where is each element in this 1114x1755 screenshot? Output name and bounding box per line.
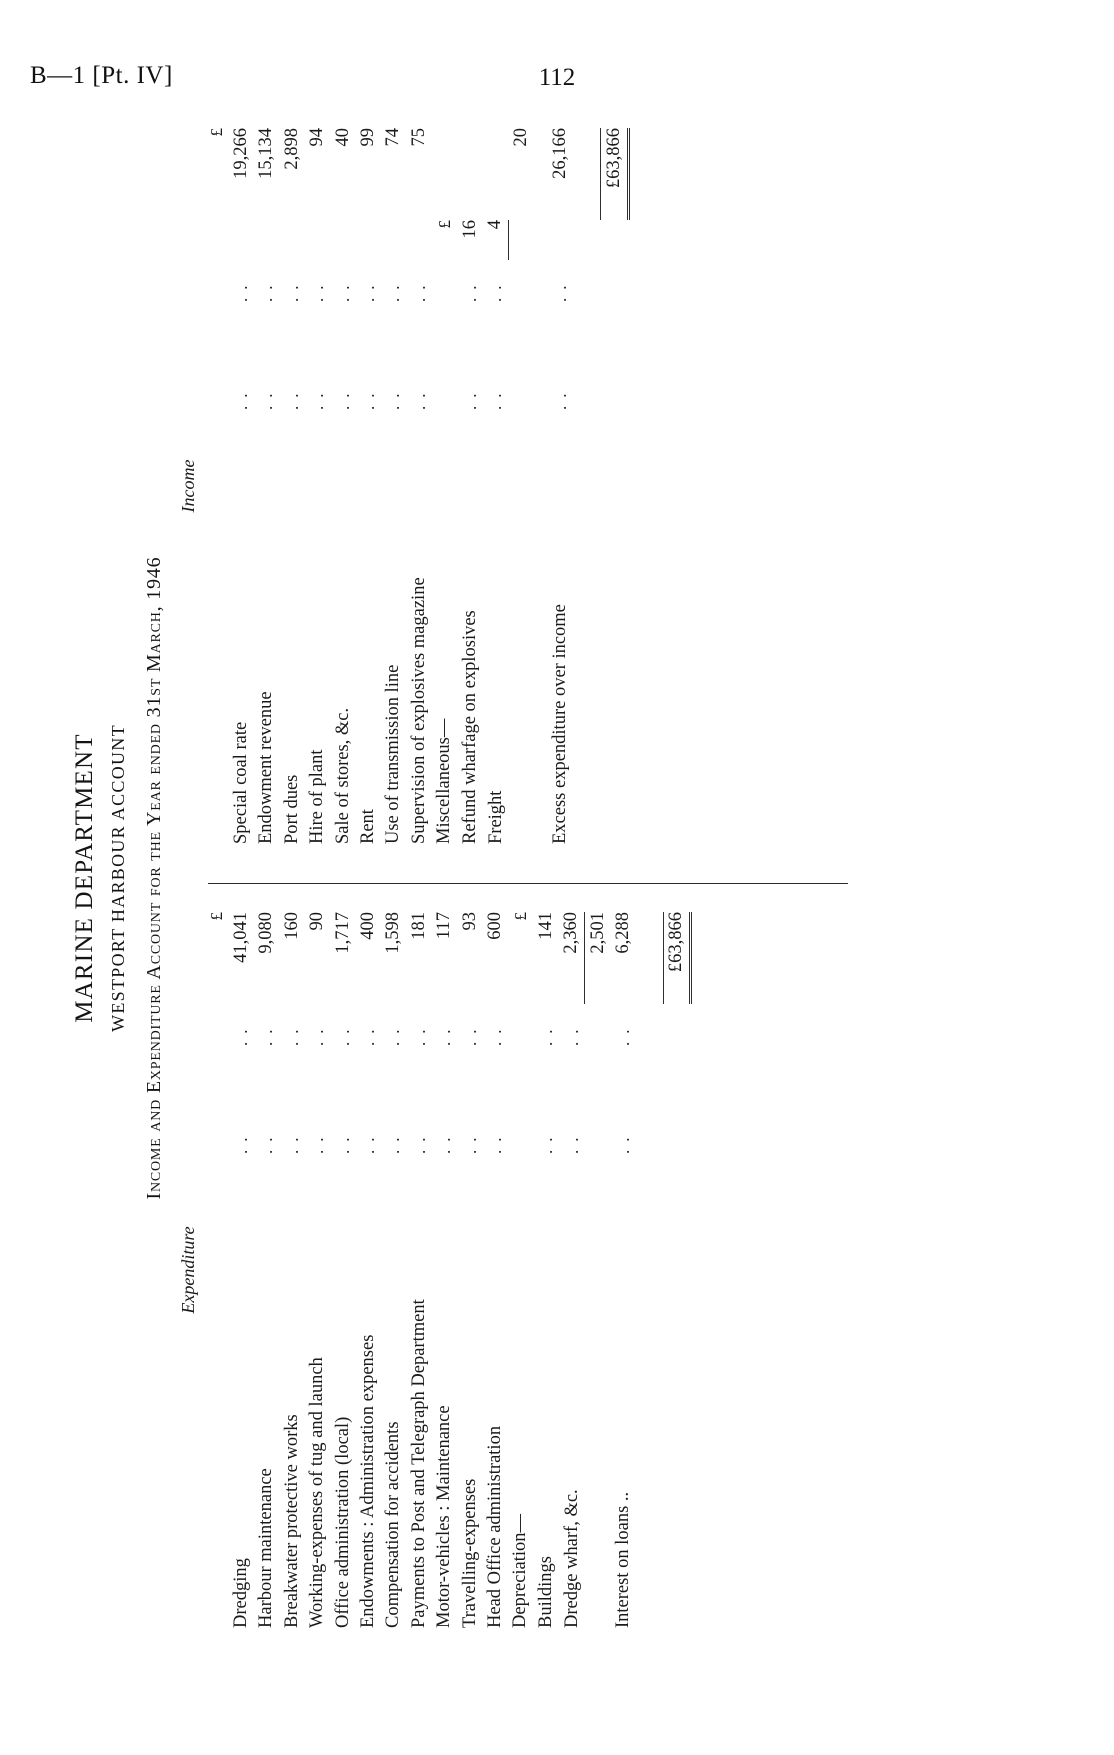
expenditure-value: 93 bbox=[459, 911, 480, 930]
leader-dots: .. bbox=[614, 1129, 633, 1154]
expenditure-heading: Expenditure bbox=[178, 1225, 198, 1314]
miscellaneous-shillings: 16 bbox=[459, 219, 480, 238]
leader-dots: .. bbox=[257, 1021, 277, 1046]
income-label: Use of transmission line bbox=[383, 664, 404, 844]
expenditure-label: Payments to Post and Telegraph Department bbox=[408, 1298, 429, 1628]
leader-dots: .. bbox=[562, 1129, 582, 1154]
income-column bbox=[178, 128, 630, 844]
spacer-row bbox=[573, 128, 601, 844]
page-number: 112 bbox=[538, 64, 576, 91]
income-label: Sale of stores, &c. bbox=[332, 707, 353, 844]
table-row bbox=[330, 912, 355, 1628]
table-row bbox=[457, 128, 482, 844]
expenditure-label: Harbour maintenance bbox=[256, 1467, 277, 1628]
expenditure-value: 41,041 bbox=[230, 911, 251, 963]
leader-dots: .. bbox=[536, 1021, 556, 1046]
leader-dots: .. bbox=[460, 1021, 480, 1046]
depreciation-value: 141 bbox=[535, 911, 556, 940]
expenditure-currency-row bbox=[205, 912, 228, 1628]
depreciation-heading-row bbox=[508, 912, 533, 1628]
leader-dots: .. bbox=[333, 1021, 353, 1046]
leader-dots: .. bbox=[308, 385, 328, 410]
leader-dots: .. bbox=[384, 385, 404, 410]
leader-dots: .. bbox=[308, 1021, 328, 1046]
table-row bbox=[254, 128, 279, 844]
expenditure-value: 1,598 bbox=[383, 911, 404, 954]
income-label: Supervision of explosives magazine bbox=[408, 576, 429, 844]
interest-label: Interest on loans .. bbox=[613, 1491, 634, 1628]
income-label: Port dues bbox=[281, 774, 302, 844]
table-row bbox=[457, 912, 482, 1628]
leader-dots: .. bbox=[485, 1129, 505, 1154]
income-currency-symbol: £ bbox=[206, 127, 226, 136]
leader-dots: .. bbox=[384, 1129, 404, 1154]
expenditure-value: 90 bbox=[307, 911, 328, 930]
table-row bbox=[406, 912, 431, 1628]
leader-dots: .. bbox=[358, 385, 378, 410]
leader-dots: .. bbox=[562, 1021, 582, 1046]
leader-dots: .. bbox=[409, 277, 429, 302]
leader-dots: .. bbox=[308, 277, 328, 302]
leader-dots: .. bbox=[231, 1021, 251, 1046]
interest-value: 6,288 bbox=[613, 911, 634, 954]
expenditure-value: 9,080 bbox=[256, 911, 277, 954]
leader-dots: .. bbox=[460, 277, 480, 302]
leader-dots: .. bbox=[231, 277, 251, 302]
income-total: £63,866 bbox=[601, 128, 628, 220]
leader-dots: .. bbox=[485, 1021, 505, 1046]
income-value: 2,898 bbox=[281, 127, 302, 170]
table-row bbox=[483, 128, 509, 844]
expenditure-total-row bbox=[663, 912, 690, 1628]
miscellaneous-subtotal: 20 bbox=[510, 127, 531, 146]
leader-dots: .. bbox=[409, 1129, 429, 1154]
leader-dots: .. bbox=[384, 277, 404, 302]
expenditure-label: Travelling-expenses bbox=[459, 1478, 480, 1628]
leader-dots: .. bbox=[257, 277, 277, 302]
leader-dots: .. bbox=[551, 277, 571, 302]
miscellaneous-subtotal-row bbox=[508, 128, 533, 844]
statement-title: Income and Expenditure Account for the Year ended 31st March, 1946 bbox=[143, 556, 165, 1199]
miscellaneous-label: Refund wharfage on explosives bbox=[459, 609, 480, 844]
expenditure-total: £63,866 bbox=[663, 912, 690, 1004]
table-row bbox=[548, 128, 573, 844]
leader-dots: .. bbox=[257, 385, 277, 410]
income-heading: Income bbox=[178, 459, 198, 512]
expenditure-value: 600 bbox=[485, 911, 505, 940]
table-row bbox=[355, 128, 380, 844]
income-value: 15,134 bbox=[256, 127, 277, 179]
miscellaneous-shillings: 4 bbox=[485, 219, 505, 229]
income-value: 94 bbox=[307, 127, 328, 146]
expenditure-currency-symbol: £ bbox=[206, 911, 226, 920]
leader-dots: .. bbox=[257, 1129, 277, 1154]
income-label: Hire of plant bbox=[307, 748, 328, 844]
income-value: 75 bbox=[408, 127, 429, 146]
leader-dots: .. bbox=[231, 1129, 251, 1154]
table-row bbox=[406, 128, 431, 844]
expenditure-value: 1,717 bbox=[332, 911, 353, 954]
leader-dots: .. bbox=[282, 1129, 302, 1154]
income-total-row bbox=[601, 128, 628, 844]
leader-dots: .. bbox=[536, 1129, 556, 1154]
table-row bbox=[228, 128, 253, 844]
spacer-row bbox=[636, 912, 664, 1628]
income-label: Special coal rate bbox=[230, 721, 251, 844]
leader-dots: .. bbox=[460, 1129, 480, 1154]
leader-dots: .. bbox=[358, 1129, 378, 1154]
table-row bbox=[611, 912, 636, 1628]
leader-dots: .. bbox=[358, 1021, 378, 1046]
depreciation-value: 2,360 bbox=[561, 911, 582, 954]
excess-value: 26,166 bbox=[550, 127, 571, 179]
expenditure-value: 181 bbox=[408, 911, 429, 940]
depreciation-heading: Depreciation— bbox=[510, 1513, 531, 1628]
expenditure-column bbox=[178, 912, 692, 1628]
expenditure-label: Office administration (local) bbox=[332, 1416, 353, 1628]
document-reference-text: B—1 [Pt. IV] bbox=[30, 62, 173, 89]
table-row bbox=[432, 912, 457, 1628]
miscellaneous-value bbox=[483, 128, 509, 220]
leader-dots: .. bbox=[282, 277, 302, 302]
leader-dots: .. bbox=[614, 1021, 633, 1046]
expenditure-label: Breakwater protective works bbox=[281, 1413, 302, 1628]
income-value: 19,266 bbox=[230, 127, 251, 179]
ledger-table bbox=[178, 128, 1008, 1628]
table-row bbox=[330, 128, 355, 844]
table-row bbox=[279, 128, 304, 844]
depreciation-label: Dredge wharf, &c. bbox=[561, 1488, 582, 1628]
income-value: 74 bbox=[383, 127, 404, 146]
department-title: MARINE DEPARTMENT bbox=[71, 732, 98, 1023]
table-row bbox=[279, 912, 304, 1628]
leader-dots: .. bbox=[551, 385, 571, 410]
leader-dots: .. bbox=[435, 1021, 455, 1046]
account-title: WESTPORT HARBOUR ACCOUNT bbox=[108, 723, 128, 1032]
table-row bbox=[305, 912, 330, 1628]
leader-dots: .. bbox=[333, 385, 353, 410]
depreciation-label: Buildings bbox=[535, 1555, 556, 1628]
leader-dots: .. bbox=[308, 1129, 328, 1154]
leader-dots: .. bbox=[435, 1129, 455, 1154]
depreciation-currency-symbol: £ bbox=[511, 911, 531, 920]
expenditure-value: 400 bbox=[357, 911, 378, 940]
leader-dots: .. bbox=[282, 385, 302, 410]
leader-dots: .. bbox=[460, 385, 480, 410]
miscellaneous-heading: Miscellaneous— bbox=[434, 718, 455, 844]
leader-dots: .. bbox=[486, 385, 506, 410]
table-row bbox=[254, 912, 279, 1628]
income-label: Endowment revenue bbox=[256, 690, 277, 844]
leader-dots: .. bbox=[384, 1021, 404, 1046]
income-value: 99 bbox=[357, 127, 378, 146]
income-label: Rent bbox=[357, 808, 378, 844]
expenditure-table bbox=[205, 912, 692, 1628]
leader-dots: .. bbox=[333, 1129, 353, 1154]
income-table bbox=[205, 128, 630, 844]
depreciation-subtotal-row bbox=[585, 912, 611, 1628]
expenditure-label: Head Office administration bbox=[485, 1425, 505, 1628]
leader-dots: .. bbox=[231, 385, 251, 410]
table-row bbox=[381, 128, 406, 844]
expenditure-label: Compensation for accidents bbox=[383, 1420, 404, 1628]
column-divider bbox=[208, 883, 848, 884]
expenditure-label: Working-expenses of tug and launch bbox=[307, 1356, 328, 1628]
expenditure-value: 117 bbox=[434, 911, 455, 939]
excess-label: Excess expenditure over income bbox=[550, 603, 571, 844]
leader-dots: .. bbox=[333, 277, 353, 302]
leader-dots: .. bbox=[409, 385, 429, 410]
miscellaneous-label: Freight bbox=[485, 790, 506, 844]
table-row bbox=[355, 912, 380, 1628]
spacer-row bbox=[534, 128, 548, 844]
expenditure-label: Dredging bbox=[230, 1557, 251, 1628]
table-row bbox=[533, 912, 558, 1628]
leader-dots: .. bbox=[282, 1021, 302, 1046]
table-row bbox=[228, 912, 253, 1628]
table-row bbox=[559, 912, 585, 1628]
miscellaneous-value bbox=[457, 128, 482, 220]
miscellaneous-heading-row bbox=[432, 128, 457, 844]
depreciation-subtotal: 2,501 bbox=[585, 912, 611, 1004]
leader-dots: .. bbox=[358, 277, 378, 302]
document-titles bbox=[71, 98, 166, 1658]
table-row bbox=[381, 912, 406, 1628]
table-row bbox=[305, 128, 330, 844]
expenditure-label: Endowments : Administration expenses bbox=[357, 1334, 378, 1628]
miscellaneous-currency-symbol: £ bbox=[435, 219, 455, 228]
table-row bbox=[483, 912, 508, 1628]
leader-dots: .. bbox=[486, 277, 506, 302]
expenditure-label: Motor-vehicles : Maintenance bbox=[434, 1404, 455, 1628]
income-value: 40 bbox=[332, 127, 353, 146]
income-currency-row bbox=[205, 128, 228, 844]
expenditure-value: 160 bbox=[281, 911, 302, 940]
leader-dots: .. bbox=[409, 1021, 429, 1046]
